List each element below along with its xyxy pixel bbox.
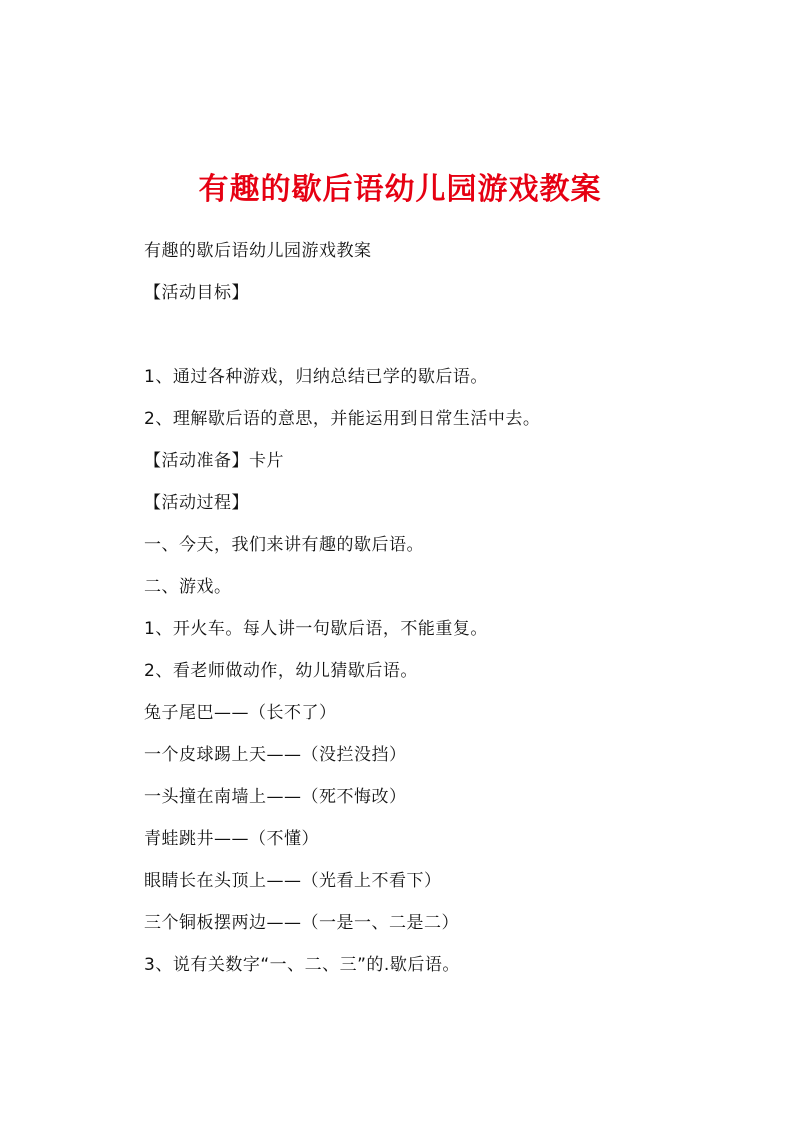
- section-heading-preparation: 【活动准备】卡片: [144, 451, 284, 471]
- saying-item: 青蛙跳井——（不懂）: [144, 829, 319, 849]
- section-heading-process: 【活动过程】: [144, 493, 249, 513]
- process-step-1: 一、今天，我们来讲有趣的歇后语。: [144, 535, 424, 555]
- saying-item: 三个铜板摆两边——（一是一、二是二）: [144, 913, 459, 933]
- game-item-2: 2、看老师做动作，幼儿猜歇后语。: [144, 661, 418, 681]
- saying-item: 兔子尾巴——（长不了）: [144, 703, 337, 723]
- paragraph-subtitle: 有趣的歇后语幼儿园游戏教案: [144, 241, 372, 261]
- process-step-2: 二、游戏。: [144, 577, 232, 597]
- goal-item-1: 1、通过各种游戏，归纳总结已学的歇后语。: [144, 367, 488, 387]
- saying-item: 一个皮球踢上天——（没拦没挡）: [144, 745, 407, 765]
- goal-item-2: 2、理解歇后语的意思，并能运用到日常生活中去。: [144, 409, 541, 429]
- saying-item: 一头撞在南墙上——（死不悔改）: [144, 787, 407, 807]
- game-item-1: 1、开火车。每人讲一句歇后语，不能重复。: [144, 619, 488, 639]
- document-title: 有趣的歇后语幼儿园游戏教案: [198, 172, 602, 207]
- saying-item: 眼睛长在头顶上——（光看上不看下）: [144, 871, 442, 891]
- section-heading-goals: 【活动目标】: [144, 283, 249, 303]
- document-body: [144, 238, 764, 994]
- game-item-3: 3、说有关数字“一、二、三”的.歇后语。: [144, 955, 460, 975]
